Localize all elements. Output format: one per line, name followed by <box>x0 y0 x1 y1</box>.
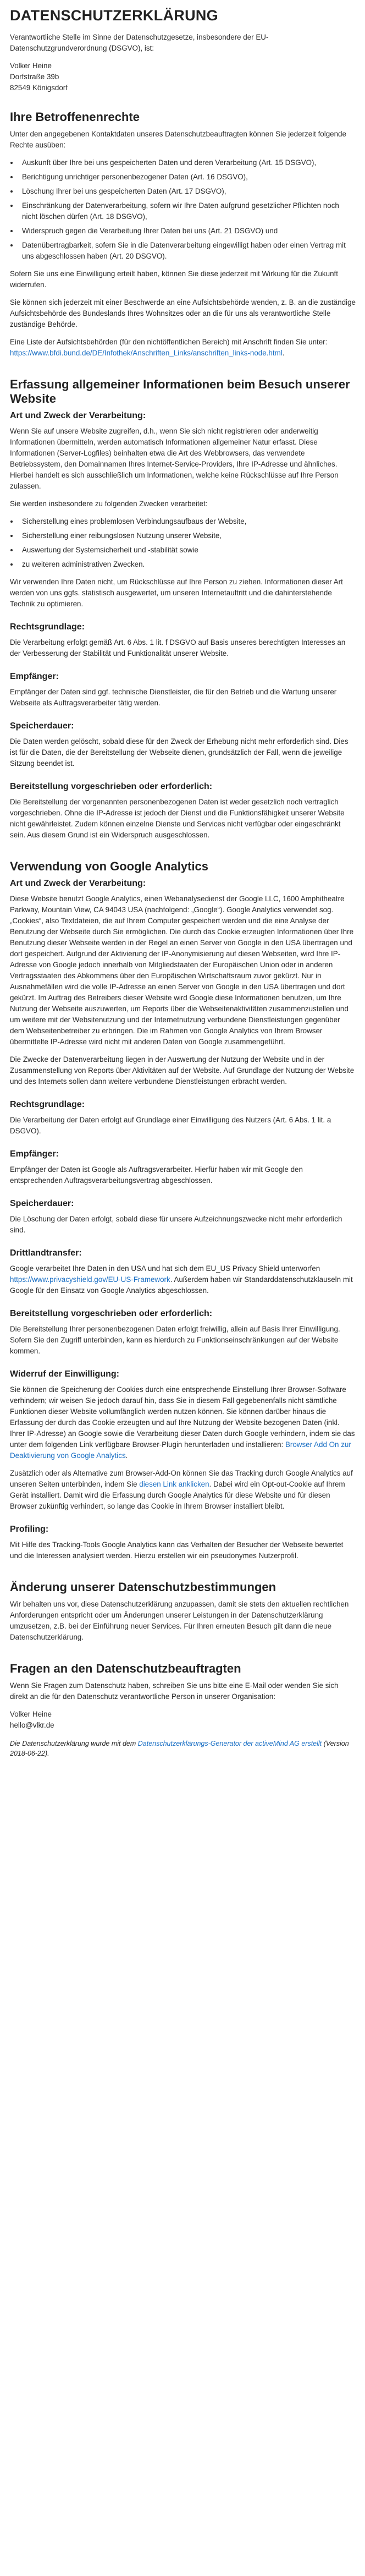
visit-purpose-heading: Art und Zweck der Verarbeitung: <box>10 411 146 420</box>
visit-purpose-list <box>10 516 356 570</box>
ga-transfer-heading: Drittlandtransfer: <box>10 1248 82 1258</box>
questions-paragraph: Wenn Sie Fragen zum Datenschutz haben, schreiben Sie uns bitte eine E-Mail oder wenden Sie sich direkt an die für den Datenschutz verantwortliche Person in unserer Organisation: <box>10 1681 339 1701</box>
visit-provision-heading: Bereitstellung vorgeschrieben oder erforderlich: <box>10 782 213 791</box>
visit-storage-heading: Speicherdauer: <box>10 721 74 731</box>
authorities-end: . <box>282 349 285 357</box>
changes-paragraph: Wir behalten uns vor, diese Datenschutzerklärung anzupassen, damit sie stets den aktuellen rechtlichen Anforderungen entspricht oder um Änderungen unserer Leistungen in der Datenschutzerklärung umzusetzen, z.B. bei der Einführung neuer Services. Für Ihren erneuten Besuch gilt dann die neue Datenschutzerklärung. <box>10 1600 349 1641</box>
ga-addon-link[interactable]: Browser Add On zur Deaktivierung von Google Analytics <box>10 1440 351 1460</box>
list-item: • Auskunft über Ihre bei uns gespeicherten Daten und deren Verarbeitung (Art. 15 DSGVO), <box>19 157 356 168</box>
visit-paragraph-2: Sie werden insbesondere zu folgenden Zwecken verarbeitet: <box>10 500 208 508</box>
authorities-link[interactable]: https://www.bfdi.bund.de/DE/Infothek/Anschriften_Links/anschriften_links-node.html <box>10 349 283 357</box>
note-text: Die Datenschutzerklärung wurde mit dem <box>10 1740 138 1747</box>
list-item: • Widerspruch gegen die Verarbeitung Ihrer Daten bei uns (Art. 21 DSGVO) und <box>19 226 356 237</box>
transfer-text-end: . Außerdem haben wir Standarddatenschutzklauseln mit Google für den Einsatz von Google Analytics abgeschlossen. <box>10 1275 353 1295</box>
ga-storage-heading: Speicherdauer: <box>10 1199 74 1208</box>
list-item: • Berichtigung unrichtiger personenbezogener Daten (Art. 16 DSGVO), <box>19 172 356 183</box>
list-item: • Löschung Ihrer bei uns gespeicherten Daten (Art. 17 DSGVO), <box>19 186 356 197</box>
visit-paragraph-1: Wenn Sie auf unsere Website zugreifen, d.h., wenn Sie sich nicht registrieren oder anderweitig Informationen übermitteln, werden automatisch Informationen allgemeiner Natur erfasst. Diese Informationen (Server-Logfiles) beinhalten etwa die Art des Webbrowsers, das verwendete Betriebssystem, den Domainnamen Ihres Internet-Service-Providers, Ihre IP-Adresse und ähnliches. Hierbei handelt es sich ausschließlich um Informationen, welche keine Rückschlüsse auf Ihre Person zulassen. <box>10 427 339 490</box>
ga-recipients-heading: Empfänger: <box>10 1149 59 1159</box>
dpo-name: Volker Heine <box>10 1710 52 1718</box>
ga-revoke-paragraph-1 <box>10 1384 356 1461</box>
ga-revoke-heading: Widerruf der Einwilligung: <box>10 1369 119 1379</box>
visit-legal-paragraph: Die Verarbeitung erfolgt gemäß Art. 6 Abs. 1 lit. f DSGVO auf Basis unseres berechtigten Interesses an der Verbesserung der Stabilität und Funktionalität unserer Website. <box>10 638 346 657</box>
visit-recipients-paragraph: Empfänger der Daten sind ggf. technische Dienstleister, die für den Betrieb und die Wartung unserer Webseite als Auftragsverarbeiter tätig werden. <box>10 688 337 707</box>
ga-provision-paragraph: Die Bereitstellung Ihrer personenbezogenen Daten erfolgt freiwillig, allein auf Basis Ihrer Einwilligung. Sofern Sie den Zugriff unterbinden, kann es hierdurch zu Funktionseinschränkungen auf der Website kommen. <box>10 1325 340 1355</box>
list-item: • Einschränkung der Datenverarbeitung, sofern wir Ihre Daten aufgrund gesetzlicher Pflichten noch nicht löschen dürfen (Art. 18 DSGVO), <box>19 200 356 222</box>
controller-address <box>10 61 356 94</box>
revoke-text: Sie können die Speicherung der Cookies durch eine entsprechende Einstellung Ihrer Browser-Software verhindern; wir weisen Sie jedoch darauf hin, dass Sie in diesem Fall gegebenenfalls nicht sämtliche Funktionen dieser Website vollumfänglich werden nutzen können. Sie können darüber hinaus die Erfassung der durch das Cookie erzeugten und auf Ihre Nutzung der Website bezogenen Daten (inkl. Ihrer IP-Adresse) an Google sowie die Verarbeitung dieser Daten durch Google verhindern, indem sie das unter dem folgenden Link verfügbare Browser-Plugin herunterladen und installieren: <box>10 1385 355 1449</box>
rights-heading: Ihre Betroffenenrechte <box>10 110 140 124</box>
visit-legal-heading: Rechtsgrundlage: <box>10 622 85 632</box>
ga-paragraph-1: Diese Website benutzt Google Analytics, einen Webanalysedienst der Google LLC, 1600 Amphitheatre Parkway, Mountain View, CA 94043 USA (nachfolgend: „Google“). Google Analytics verwendet sog. „Cookies“, also Textdateien, die auf Ihrem Computer gespeichert werden und die eine Analyse der Benutzung der Webseite durch Sie ermöglichen. Die durch das Cookie erzeugten Informationen über Ihre Benutzung dieser Webseite werden in der Regel an einen Server von Google in den USA übertragen und dort gespeichert. Aufgrund der Aktivierung der IP-Anonymisierung auf diesen Webseiten, wird Ihre IP-Adresse von Google jedoch innerhalb von Mitgliedstaaten der Europäischen Union oder in anderen Vertragsstaaten des Abkommens über den Europäischen Wirtschaftsraum zuvor gekürzt. Nur in Ausnahmefällen wird die volle IP-Adresse an einen Server von Google in den USA übertragen und dort gekürzt. Im Auftrag des Betreibers dieser Website wird Google diese Informationen benutzen, um Ihre Nutzung der Webseite auszuwerten, um Reports über die Webseitenaktivitäten zusammenzustellen und um weitere mit der Websitenutzung und der Internetnutzung verbundene Dienstleistungen gegenüber dem Webseitenbetreiber zu erbringen. Die im Rahmen von Google Analytics von Ihrem Browser übermittelte IP-Adresse wird nicht mit anderen Daten von Google zusammengeführt. <box>10 895 354 1046</box>
address-city: 82549 Königsdorf <box>10 84 68 92</box>
generator-note <box>10 1739 356 1758</box>
generator-link[interactable]: Datenschutzerklärungs-Generator der activeMind AG erstellt <box>137 1740 322 1747</box>
list-item: • Auswertung der Systemsicherheit und -stabilität sowie <box>19 545 356 556</box>
address-name: Volker Heine <box>10 62 52 70</box>
intro-paragraph: Verantwortliche Stelle im Sinne der Datenschutzgesetze, insbesondere der EU-Datenschutzgrundverordnung (DSGVO), ist: <box>10 33 269 52</box>
note-text-end: (Version 2018-06-22). <box>10 1740 349 1757</box>
ga-provision-heading: Bereitstellung vorgeschrieben oder erforderlich: <box>10 1309 213 1318</box>
ga-recipients-paragraph: Empfänger der Daten ist Google als Auftragsverarbeiter. Hierfür haben wir mit Google den entsprechenden Auftragsverarbeitungsvertrag abgeschlossen. <box>10 1165 303 1185</box>
questions-heading: Fragen an den Datenschutzbeauftragten <box>10 1662 241 1675</box>
page-title: DATENSCHUTZERKLÄRUNG <box>10 7 218 24</box>
rights-intro: Unter den angegebenen Kontaktdaten unseres Datenschutzbeauftragten können Sie jederzeit folgende Rechte ausüben: <box>10 130 346 149</box>
optout-text-end: . Dabei wird ein Opt-out-Cookie auf Ihrem Gerät installiert. Damit wird die Erfassung durch Google Analytics für diese Website und für diesen Browser zukünftig verhindert, so lange das Cookie in Ihrem Browser installiert bleibt. <box>10 1480 345 1510</box>
rights-complaint-paragraph: Sie können sich jederzeit mit einer Beschwerde an eine Aufsichtsbehörde wenden, z. B. an die zuständige Aufsichtsbehörde des Bundeslands Ihres Wohnsitzes oder an die für uns als verantwortliche Stelle zuständige Behörde. <box>10 298 356 328</box>
ga-heading: Verwendung von Google Analytics <box>10 859 209 873</box>
changes-heading: Änderung unserer Datenschutzbestimmungen <box>10 1580 276 1594</box>
visit-recipients-heading: Empfänger: <box>10 672 59 681</box>
revoke-text-end: . <box>125 1451 128 1460</box>
ga-profiling-paragraph: Mit Hilfe des Tracking-Tools Google Analytics kann das Verhalten der Besucher der Webseite bewertet und die Interessen analysiert werden. Hierzu erstellen wir ein pseudonymes Nutzerprofil. <box>10 1541 344 1560</box>
dpo-contact <box>10 1709 356 1731</box>
rights-list <box>10 157 356 262</box>
visit-paragraph-3: Wir verwenden Ihre Daten nicht, um Rückschlüsse auf Ihre Person zu ziehen. Informationen dieser Art werden von uns ggfs. statistisch ausgewertet, um unseren Internetauftritt und die dahinterstehende Technik zu optimieren. <box>10 578 343 608</box>
list-item: • Sicherstellung einer reibungslosen Nutzung unserer Website, <box>19 530 356 541</box>
ga-legal-paragraph: Die Verarbeitung der Daten erfolgt auf Grundlage einer Einwilligung des Nutzers (Art. 6 Abs. 1 lit. a DSGVO). <box>10 1116 331 1135</box>
ga-transfer-paragraph <box>10 1263 356 1296</box>
dpo-email: hello@vlkr.de <box>10 1721 54 1729</box>
ga-legal-heading: Rechtsgrundlage: <box>10 1100 85 1109</box>
rights-revoke-paragraph: Sofern Sie uns eine Einwilligung erteilt haben, können Sie diese jederzeit mit Wirkung für die Zukunft widerrufen. <box>10 270 338 289</box>
transfer-text: Google verarbeitet Ihre Daten in den USA und hat sich dem EU_US Privacy Shield unterworfen <box>10 1264 320 1273</box>
list-item: • Sicherstellung eines problemlosen Verbindungsaufbaus der Website, <box>19 516 356 527</box>
visit-storage-paragraph: Die Daten werden gelöscht, sobald diese für den Zweck der Erhebung nicht mehr erforderlich sind. Dies ist für die Daten, die der Bereitstellung der Webseite dienen, grundsätzlich der Fall, wenn die jeweilige Sitzung beendet ist. <box>10 737 349 768</box>
privacy-shield-link[interactable]: https://www.privacyshield.gov/EU-US-Framework <box>10 1275 170 1284</box>
list-item: • zu weiteren administrativen Zwecken. <box>19 559 356 570</box>
rights-authorities-paragraph <box>10 337 356 359</box>
optout-link[interactable]: diesen Link anklicken <box>139 1480 209 1488</box>
list-item: • Datenübertragbarkeit, sofern Sie in die Datenverarbeitung eingewilligt haben oder einen Vertrag mit uns abgeschlossen haben (Art. 20 DSGVO). <box>19 240 356 262</box>
ga-paragraph-2: Die Zwecke der Datenverarbeitung liegen in der Auswertung der Nutzung der Website und in der Zusammenstellung von Reports über Aktivitäten auf der Website. Auf Grundlage der Nutzung der Website und des Internets sollen dann weitere verbundene Dienstleistungen erbracht werden. <box>10 1055 355 1086</box>
ga-purpose-heading: Art und Zweck der Verarbeitung: <box>10 879 146 888</box>
optout-text: Zusätzlich oder als Alternative zum Browser-Add-On können Sie das Tracking durch Google Analytics auf unseren Seiten unterbinden, indem Sie <box>10 1469 353 1488</box>
ga-profiling-heading: Profiling: <box>10 1525 49 1534</box>
ga-storage-paragraph: Die Löschung der Daten erfolgt, sobald diese für unsere Aufzeichnungszwecke nicht mehr erforderlich sind. <box>10 1215 342 1234</box>
address-street: Dorfstraße 39b <box>10 73 59 81</box>
authorities-text: Eine Liste der Aufsichtsbehörden (für den nichtöffentlichen Bereich) mit Anschrift finden Sie unter: <box>10 338 328 346</box>
visit-provision-paragraph: Die Bereitstellung der vorgenannten personenbezogenen Daten ist weder gesetzlich noch vertraglich vorgeschrieben. Ohne die IP-Adresse ist jedoch der Dienst und die Funktionsfähigkeit unserer Website nicht gewährleistet. Zudem können einzelne Dienste und Services nicht verfügbar oder eingeschränkt sein. Aus diesem Grund ist ein Widerspruch ausgeschlossen. <box>10 798 345 839</box>
visit-heading: Erfassung allgemeiner Informationen beim Besuch unserer Website <box>10 377 350 405</box>
ga-revoke-paragraph-2 <box>10 1468 356 1512</box>
